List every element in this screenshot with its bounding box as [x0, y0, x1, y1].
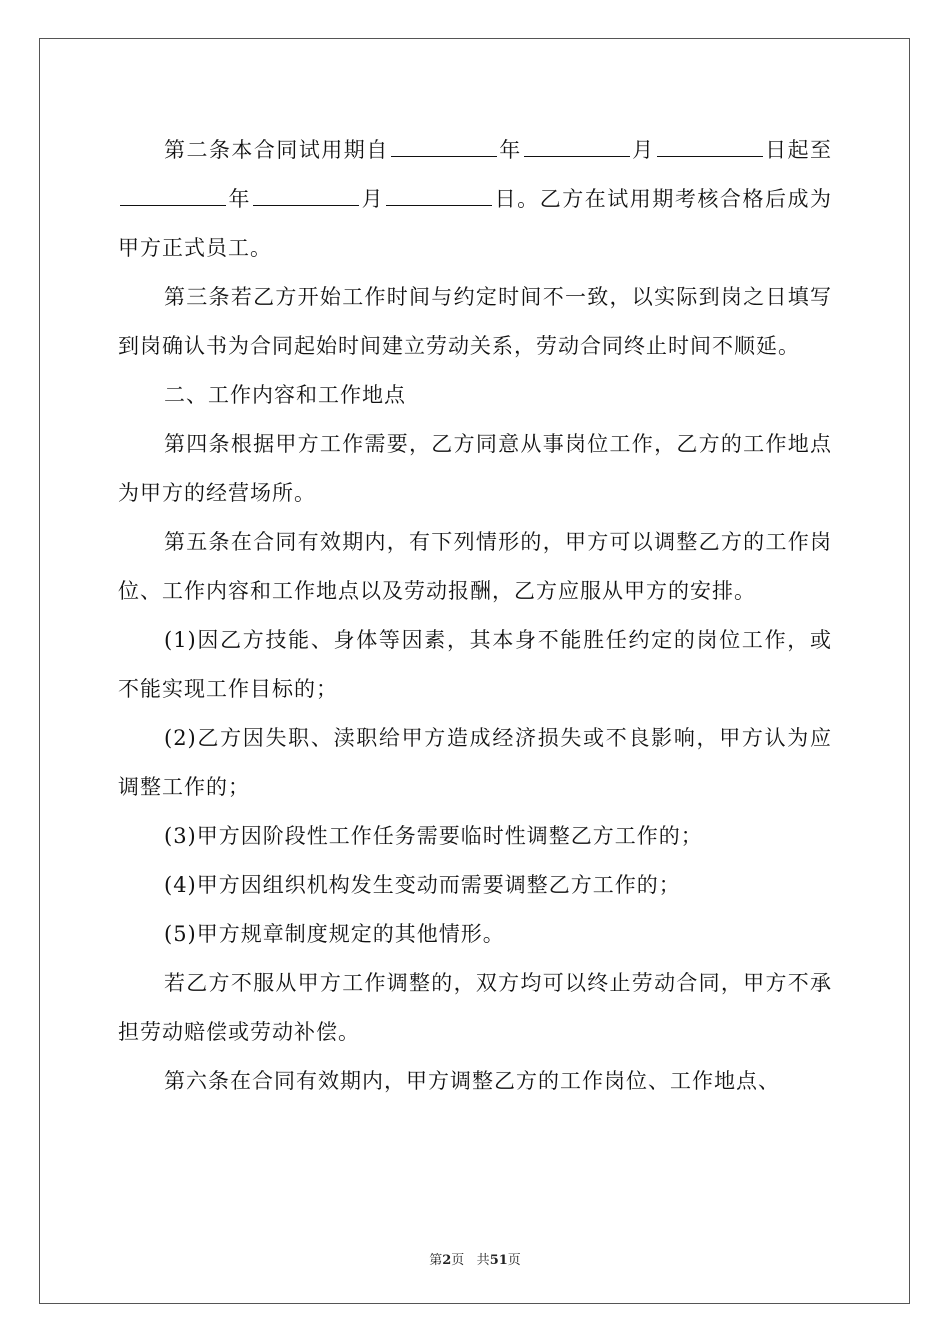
- list-item-3: (3)甲方因阶段性工作任务需要临时性调整乙方工作的；: [164, 824, 703, 848]
- blank-line: [657, 134, 763, 157]
- section-heading: 二、工作内容和工作地点: [164, 383, 406, 407]
- paragraph-probation-period: [118, 126, 832, 273]
- page-prefix: 第: [429, 1253, 443, 1268]
- text-segment: 日。乙方在试用期考核合格后成为甲方正式员工。: [118, 187, 833, 260]
- paragraph-refusal: 若乙方不服从甲方工作调整的，双方均可以终止劳动合同，甲方不承担劳动赔偿或劳动补偿。: [118, 971, 832, 1044]
- document-body: [118, 126, 832, 1106]
- page-number: 2: [442, 1253, 452, 1268]
- blank-line: [391, 134, 497, 157]
- blank-line: [524, 134, 630, 157]
- blank-line: [253, 183, 359, 206]
- blank-line: [120, 183, 226, 206]
- list-item-1: (1)因乙方技能、身体等因素，其本身不能胜任约定的岗位工作，或不能实现工作目标的；: [118, 628, 832, 701]
- total-pages: 51: [489, 1253, 508, 1268]
- text-segment: 第二条本合同试用期自: [164, 138, 389, 162]
- page-suffix: 页: [451, 1253, 465, 1268]
- total-prefix: 共: [476, 1253, 490, 1268]
- text-segment: 日起至: [764, 138, 833, 162]
- text-segment: 年: [498, 138, 522, 162]
- page-footer: [0, 1249, 950, 1268]
- total-suffix: 页: [507, 1253, 521, 1268]
- text-segment: 月: [631, 138, 655, 162]
- list-item-5: (5)甲方规章制度规定的其他情形。: [164, 922, 505, 946]
- paragraph-start-date: 第三条若乙方开始工作时间与约定时间不一致，以实际到岗之日填写到岗确认书为合同起始时间建立劳动关系，劳动合同终止时间不顺延。: [118, 285, 832, 358]
- text-segment: 月: [361, 187, 385, 211]
- blank-line: [386, 183, 492, 206]
- paragraph-article-4: 第四条根据甲方工作需要，乙方同意从事岗位工作，乙方的工作地点为甲方的经营场所。: [118, 432, 832, 505]
- paragraph-article-6: 第六条在合同有效期内，甲方调整乙方的工作岗位、工作地点、: [164, 1069, 780, 1093]
- list-item-4: (4)甲方因组织机构发生变动而需要调整乙方工作的；: [164, 873, 681, 897]
- list-item-2: (2)乙方因失职、渎职给甲方造成经济损失或不良影响，甲方认为应调整工作的；: [118, 726, 832, 799]
- paragraph-article-5: 第五条在合同有效期内，有下列情形的，甲方可以调整乙方的工作岗位、工作内容和工作地点以及劳动报酬，乙方应服从甲方的安排。: [118, 530, 832, 603]
- text-segment: 年: [228, 187, 252, 211]
